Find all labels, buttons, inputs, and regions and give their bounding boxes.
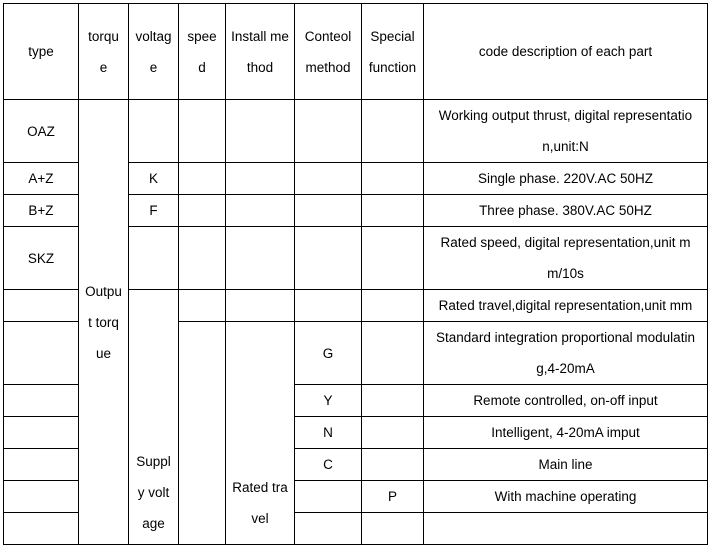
special-cell <box>362 385 424 417</box>
header-speed: speed <box>179 4 226 100</box>
type-cell <box>4 290 79 322</box>
type-cell: A+Z <box>4 163 79 195</box>
special-cell <box>362 195 424 227</box>
description-cell: Rated speed, digital representation,unit mm/10s <box>424 227 708 290</box>
rated-travel-cell: Rated travel <box>226 322 295 545</box>
type-cell: B+Z <box>4 195 79 227</box>
type-cell <box>4 417 79 449</box>
description-cell: Rated travel,digital representation,unit mm <box>424 290 708 322</box>
type-cell <box>4 513 79 545</box>
speed-cell <box>179 227 226 290</box>
description-cell: Remote controlled, on-off input <box>424 385 708 417</box>
special-cell <box>362 417 424 449</box>
install-cell <box>226 100 295 163</box>
control-cell <box>295 163 362 195</box>
special-cell <box>362 227 424 290</box>
description-cell: Intelligent, 4-20mA imput <box>424 417 708 449</box>
speed-cell <box>179 195 226 227</box>
header-control-method: Conteol method <box>295 4 362 100</box>
description-cell: Three phase. 380V.AC 50HZ <box>424 195 708 227</box>
header-type: type <box>4 4 79 100</box>
table-row <box>4 100 708 163</box>
type-cell <box>4 385 79 417</box>
control-cell <box>295 513 362 545</box>
control-cell: G <box>295 322 362 385</box>
description-cell: Standard integration proportional modulating,4-20mA <box>424 322 708 385</box>
header-row <box>4 4 708 100</box>
code-table-container <box>3 3 706 531</box>
header-install-method: Install method <box>226 4 295 100</box>
header-special-function: Special function <box>362 4 424 100</box>
speed-cell <box>179 100 226 163</box>
type-cell: SKZ <box>4 227 79 290</box>
install-cell <box>226 227 295 290</box>
speed-cell <box>179 322 226 545</box>
install-cell <box>226 163 295 195</box>
special-cell <box>362 449 424 481</box>
special-cell <box>362 290 424 322</box>
type-cell <box>4 449 79 481</box>
description-cell: Working output thrust, digital representation,unit:N <box>424 100 708 163</box>
output-torque-cell: Output torque <box>79 100 129 545</box>
description-cell: Main line <box>424 449 708 481</box>
control-cell: Y <box>295 385 362 417</box>
special-cell <box>362 513 424 545</box>
control-cell <box>295 481 362 513</box>
type-cell <box>4 481 79 513</box>
header-voltage: voltage <box>129 4 179 100</box>
description-cell <box>424 513 708 545</box>
special-cell <box>362 163 424 195</box>
description-cell: Single phase. 220V.AC 50HZ <box>424 163 708 195</box>
speed-cell <box>179 290 226 322</box>
control-cell <box>295 290 362 322</box>
install-cell <box>226 195 295 227</box>
actuator-code-table <box>3 3 708 545</box>
description-cell: With machine operating <box>424 481 708 513</box>
type-cell: OAZ <box>4 100 79 163</box>
speed-cell <box>179 163 226 195</box>
voltage-cell <box>129 100 179 163</box>
header-description: code description of each part <box>424 4 708 100</box>
special-cell <box>362 100 424 163</box>
control-cell <box>295 195 362 227</box>
special-cell: P <box>362 481 424 513</box>
supply-voltage-cell: Supply voltage <box>129 290 179 545</box>
control-cell: C <box>295 449 362 481</box>
special-cell <box>362 322 424 385</box>
voltage-cell: K <box>129 163 179 195</box>
control-cell: N <box>295 417 362 449</box>
header-torque: torque <box>79 4 129 100</box>
control-cell <box>295 100 362 163</box>
control-cell <box>295 227 362 290</box>
voltage-cell: F <box>129 195 179 227</box>
install-cell <box>226 290 295 322</box>
type-cell <box>4 322 79 385</box>
voltage-cell <box>129 227 179 290</box>
